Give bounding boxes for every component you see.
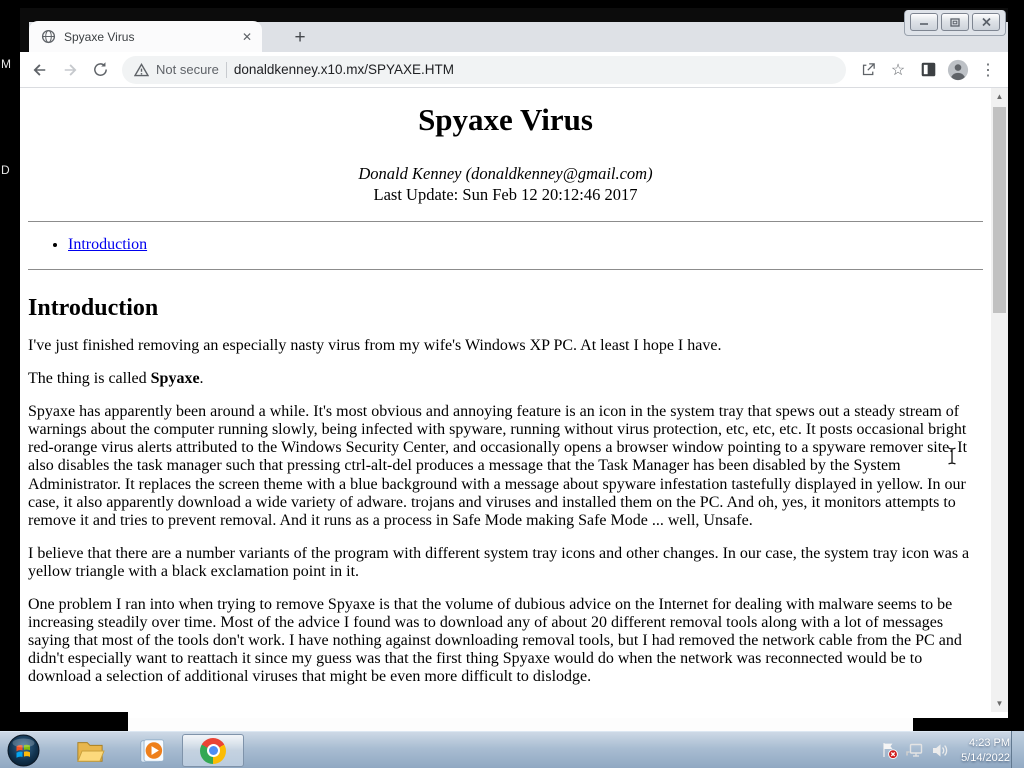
chrome-icon — [200, 738, 226, 764]
reload-button[interactable] — [86, 56, 114, 84]
profile-avatar[interactable] — [944, 56, 972, 84]
back-button[interactable] — [26, 56, 54, 84]
restore-button[interactable] — [941, 13, 969, 31]
divider — [28, 269, 983, 270]
tab-title: Spyaxe Virus — [64, 29, 135, 44]
globe-favicon-icon — [41, 29, 56, 44]
system-tray — [880, 732, 1010, 768]
browser-toolbar — [20, 52, 1008, 88]
taskbar — [0, 731, 1024, 768]
last-update-line: Last Update: Sun Feb 12 20:12:46 2017 — [373, 185, 638, 205]
more-menu-icon[interactable]: ⋮ — [980, 61, 996, 79]
taskbar-media-player-icon[interactable] — [136, 735, 168, 767]
side-panel-icon[interactable] — [914, 56, 942, 84]
url-text: donaldkenney.x10.mx/SPYAXE.HTM — [233, 62, 454, 77]
clock-time: 4:23 PM — [969, 736, 1010, 749]
new-tab-button[interactable]: + — [294, 27, 306, 48]
page-content — [20, 88, 1008, 718]
bold-term: Spyaxe — [150, 370, 200, 388]
tab-close-icon[interactable]: ✕ — [241, 29, 252, 44]
minimize-button[interactable] — [910, 13, 938, 31]
scrollbar[interactable] — [991, 88, 1008, 712]
taskbar-explorer-icon[interactable] — [74, 735, 106, 767]
divider — [28, 221, 983, 222]
window-shadow-notch — [20, 712, 128, 718]
paragraph: Spyaxe has apparently been around a while. It's most obvious and annoying feature is an icon in the system tray that spews out a steady stream of warnings about the computer running slowly, being infected with spyware, running without virus protection, etc, etc, etc. It posts occasional bright red-orange virus alerts attributed to the Windows Security Center, and occasionally opens a browser window pointing to a spyware remover site. It also disables the task manager such that pressing ctrl-alt-del produces a message that the Task Manager has been disabled by the System Administrator. It replaces the screen theme with a blue background with a message about spyware infestation tastefully displayed in yellow. In our case, it also apparently download a wide variety of adware. trojans and viruses and installed them on the PC. And oh, yes, it monitors attempts to remove it and tries to prevent removal. And it runs as a process in Safe Mode making Safe Mode ... well, Unsafe. — [28, 403, 968, 529]
not-secure-warning-icon — [134, 63, 149, 77]
paragraph: The thing is called Spyaxe. — [28, 370, 204, 388]
volume-icon[interactable] — [930, 741, 949, 760]
desktop-icon-label: D — [1, 163, 10, 177]
forward-button[interactable] — [56, 56, 84, 84]
security-label: Not secure — [156, 62, 219, 77]
paragraph: I've just finished removing an especially nasty virus from my wife's Windows XP PC. At least I hope I have. — [28, 337, 722, 355]
browser-tab-spyaxe[interactable] — [29, 21, 262, 52]
show-desktop-button[interactable] — [1011, 731, 1024, 768]
start-button[interactable] — [7, 734, 40, 767]
page-title: Spyaxe Virus — [418, 102, 593, 137]
web-page — [20, 102, 991, 686]
address-divider — [226, 62, 227, 78]
window-titlebar — [20, 8, 1008, 22]
close-button[interactable] — [972, 13, 1000, 31]
text-cursor — [946, 446, 958, 471]
section-heading: Introduction — [28, 295, 159, 322]
desktop-icon-label: M — [1, 57, 11, 71]
table-of-contents — [28, 235, 983, 254]
clock-date: 5/14/2022 — [961, 751, 1010, 764]
paragraph: One problem I ran into when trying to remove Spyaxe is that the volume of dubious advice on the Internet for dealing with malware seems to be increasing steadily over time. Most of the advice I found was to download any of about 20 different removal tools along with a lot of messages saying that most of the tools don't work. I have nothing against downloading removal tools, but I had removed the network cable from the PC and didn't especially want to reattach it since my guess was that the first thing Spyaxe would do when the network was reconnected would be to download a selection of additional viruses that might be even more difficult to dislodge. — [28, 595, 962, 686]
taskbar-clock[interactable] — [961, 736, 1010, 766]
window-controls — [904, 10, 1006, 36]
address-bar[interactable] — [122, 56, 846, 84]
tab-strip — [20, 8, 1008, 52]
taskbar-chrome-button[interactable] — [182, 734, 244, 767]
window-frame-edge — [20, 8, 29, 52]
action-center-flag-icon[interactable] — [880, 741, 899, 760]
scroll-up-icon[interactable]: ▲ — [995, 92, 1004, 101]
bookmark-star-icon[interactable]: ☆ — [890, 61, 906, 79]
share-icon[interactable] — [854, 56, 882, 84]
scroll-down-icon[interactable]: ▼ — [995, 699, 1004, 708]
scrollbar-thumb[interactable] — [993, 107, 1006, 313]
list-item — [68, 235, 983, 254]
window-bottom-strip — [128, 718, 913, 731]
toc-link-introduction[interactable]: Introduction — [68, 235, 148, 253]
paragraph: I believe that there are a number variants of the program with different system tray icons and other changes. In our case, the system tray icon was a yellow triangle with a black exclamation point in it. — [28, 544, 970, 580]
browser-window — [20, 8, 1008, 718]
network-icon[interactable] — [905, 741, 924, 760]
author-line: Donald Kenney (donaldkenney@gmail.com) — [358, 164, 653, 183]
